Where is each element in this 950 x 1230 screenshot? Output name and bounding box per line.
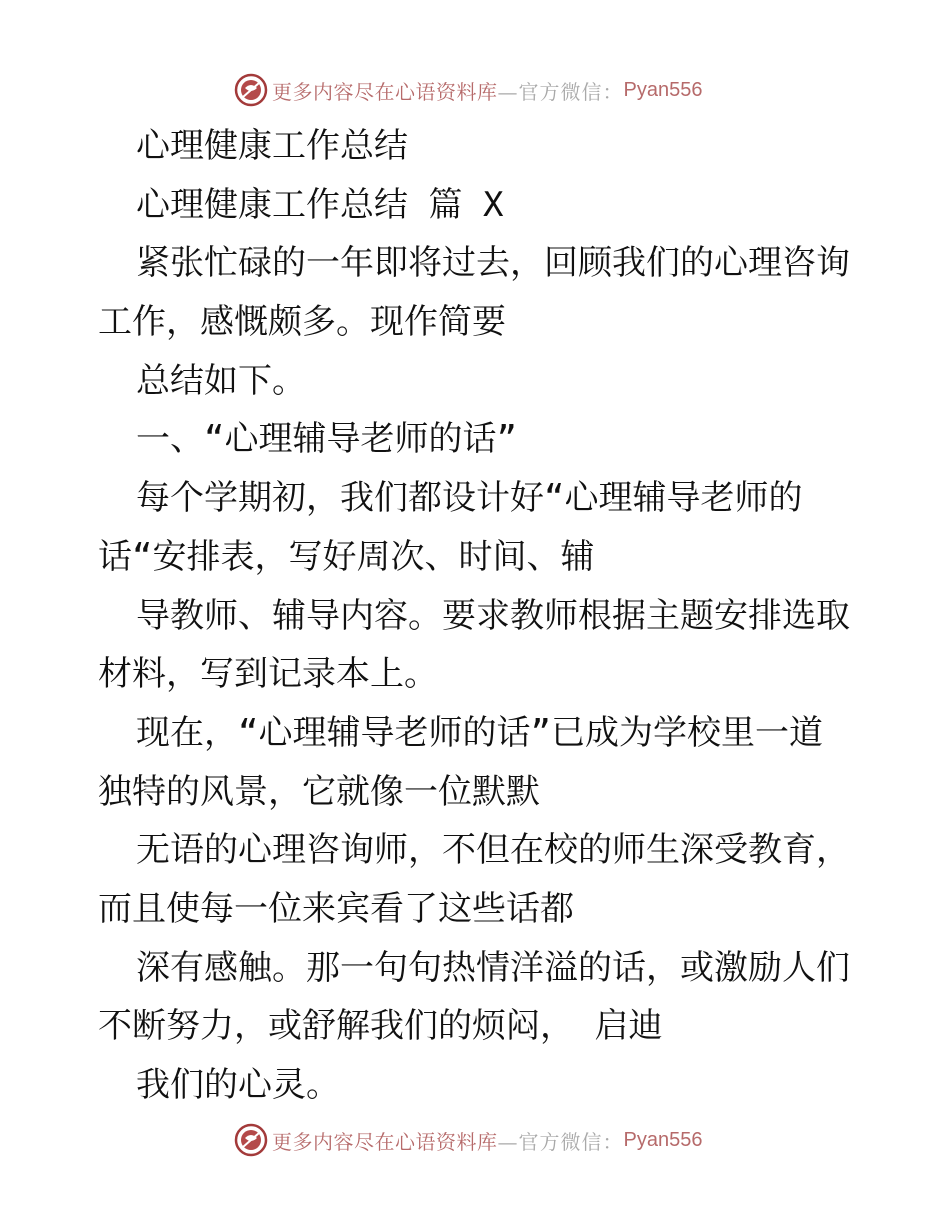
doc-subtitle: 心理健康工作总结 篇 X bbox=[136, 184, 504, 225]
watermark-primary-text: 更多内容尽在心语资料库 bbox=[272, 1129, 498, 1154]
paragraph-line: 独特的风景，它就像一位默默 bbox=[98, 771, 540, 812]
paragraph-line: 现在，“心理辅导老师的话”已成为学校里一道 bbox=[136, 712, 823, 753]
paragraph-line: 每个学期初，我们都设计好“心理辅导老师的 bbox=[136, 478, 803, 519]
paragraph-line: 话“安排表，写好周次、时间、辅 bbox=[98, 536, 595, 577]
watermark-wechat-id: Pyan556 bbox=[623, 1128, 703, 1151]
doc-title: 心理健康工作总结 bbox=[136, 126, 408, 166]
paragraph-line: 工作，感慨颇多。现作简要 bbox=[98, 302, 506, 343]
watermark-secondary-text: —官方微信： bbox=[497, 1129, 624, 1154]
paragraph-line: 我们的心灵。 bbox=[136, 1065, 340, 1105]
header-watermark bbox=[234, 72, 702, 108]
footer-watermark bbox=[234, 1122, 702, 1158]
seal-logo-icon bbox=[234, 73, 268, 107]
document-body bbox=[98, 117, 898, 1115]
paragraph-line: 无语的心理咨询师，不但在校的师生深受教育， bbox=[136, 830, 850, 871]
paragraph-line: 导教师、辅导内容。要求教师根据主题安排选取 bbox=[136, 595, 850, 636]
paragraph-line: 深有感触。那一句句热情洋溢的话，或激励人们 bbox=[136, 947, 850, 988]
section-heading: 一、“心理辅导老师的话” bbox=[136, 419, 517, 460]
seal-logo-icon bbox=[234, 1123, 268, 1157]
paragraph-line: 不断努力，或舒解我们的烦闷， 启迪 bbox=[98, 1006, 663, 1047]
paragraph-line: 而且使每一位来宾看了这些话都 bbox=[98, 888, 574, 929]
paragraph-line: 总结如下。 bbox=[136, 360, 306, 401]
paragraph-line: 紧张忙碌的一年即将过去，回顾我们的心理咨询 bbox=[136, 243, 850, 284]
watermark-secondary-text: —官方微信： bbox=[497, 79, 624, 104]
watermark-wechat-id: Pyan556 bbox=[623, 78, 703, 101]
paragraph-line: 材料，写到记录本上。 bbox=[98, 654, 438, 695]
watermark-primary-text: 更多内容尽在心语资料库 bbox=[272, 79, 498, 104]
